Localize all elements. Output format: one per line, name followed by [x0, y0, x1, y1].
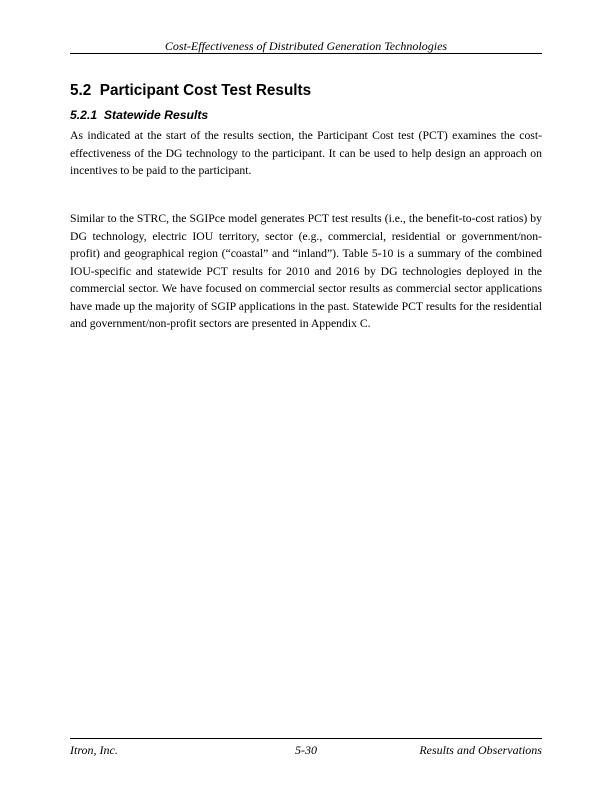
section-heading: 5.2 Participant Cost Test Results	[70, 82, 312, 99]
running-footer	[70, 743, 542, 758]
footer-company: Itron, Inc.	[70, 743, 118, 757]
running-header: Cost-Effectiveness of Distributed Generation Technologies	[164, 39, 448, 53]
footer-chapter: Results and Observations	[419, 743, 542, 757]
subsection-heading: 5.2.1 Statewide Results	[70, 108, 209, 122]
header-rule	[70, 53, 542, 54]
footer-rule	[70, 738, 542, 739]
page-number: 5-30	[294, 743, 317, 757]
body-paragraph: As indicated at the start of the results section, the Participant Cost test (PCT) examines the cost-effectiveness of the DG technology to the participant. It can be used to help design an approach on incentives to be paid to the participant.	[70, 129, 542, 177]
body-paragraph: Similar to the STRC, the SGIPce model generates PCT test results (i.e., the benefit-to-cost ratios) by DG technology, electric IOU territory, sector (e.g., commercial, residential or government/non-profit) and geographical region (“coastal” and “inland”). Table 5-10 is a summary of the combined IOU-specific and statewide PCT results for 2010 and 2016 by DG technologies deployed in the commercial sector. We have focused on commercial sector results as commercial sector applications have made up the majority of SGIP applications in the past. Statewide PCT results for the residential and government/non-profit sectors are presented in Appendix C.	[70, 212, 542, 330]
